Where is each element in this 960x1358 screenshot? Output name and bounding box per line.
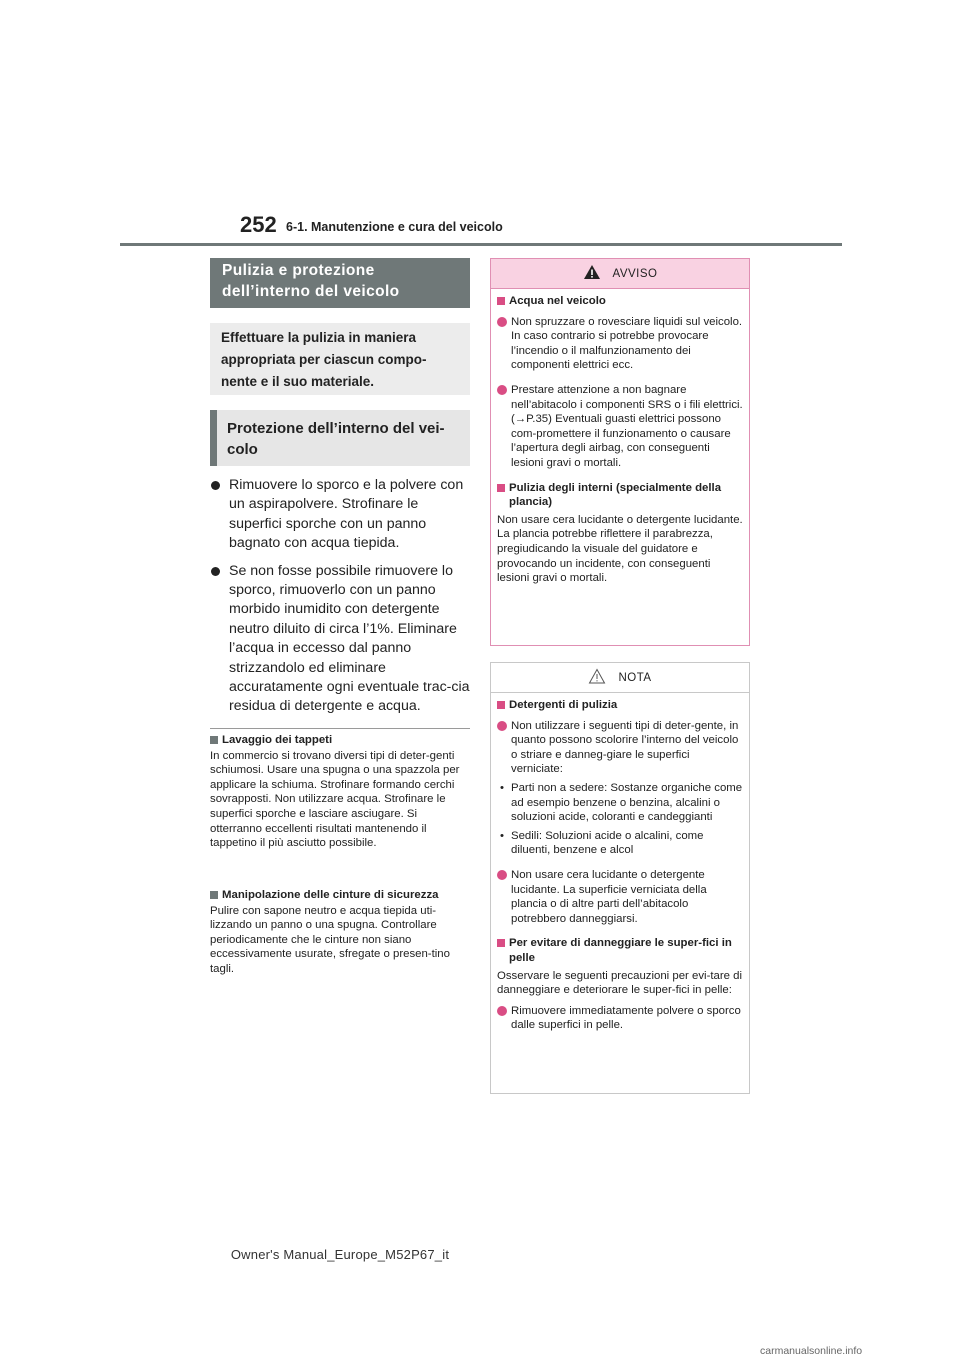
warning-title-dashboard: Pulizia degli interni (specialmente della plancia) (497, 481, 743, 510)
bullet-icon (211, 567, 220, 576)
square-bullet-icon (210, 891, 218, 899)
warning-header: AVVISO (491, 259, 749, 289)
warning-title-water: Acqua nel veicolo (497, 294, 743, 309)
footer (0, 1247, 960, 1262)
list-item: • Parti non a sedere: Sostanze organiche come ad esempio benzene o benzina, alcalini o soluzioni acide, coloranti e candeggianti (500, 781, 743, 824)
page-number: 252 (240, 212, 277, 237)
subsection-title: Protezione dell’interno del vei-colo (210, 410, 470, 466)
manual-name: Owner's Manual_Europe_M52P67_it (230, 1247, 450, 1262)
note-title-leather: Per evitare di danneggiare le super-fici in pelle (497, 936, 743, 965)
small-bullet-icon: • (500, 829, 504, 842)
circle-bullet-icon (497, 317, 507, 327)
note-leather-text: Osservare le seguenti precauzioni per evi-tare di danneggiare e deteriorare le super-fici in pelle: (497, 969, 743, 997)
section-title: Pulizia e protezione dell’interno del veicolo (210, 258, 470, 308)
list-item: Prestare attenzione a non bagnare nell’abitacolo i componenti SRS o i fili elettrici. (→P.35) Eventuali guasti elettrici possono com-promettere il funzionamento o causare l’apertura degli airbag, con conseguenti lesioni gravi o mortali. (497, 383, 743, 471)
list-item: Non utilizzare i seguenti tipi di deter-gente, in quanto possono scolorire l’interno del veicolo o striare e danneg-giare le superfici verniciate: (497, 719, 743, 777)
header-divider (120, 243, 842, 246)
warning-box (490, 258, 750, 646)
note-header: NOTA (491, 663, 749, 693)
list-item: Rimuovere immediatamente polvere o sporco dalle superfici in pelle. (497, 1004, 743, 1033)
circle-bullet-icon (497, 721, 507, 731)
divider (210, 728, 470, 729)
list-item: Non spruzzare o rovesciare liquidi sul veicolo. In caso contrario si potrebbe provocare l’incendio o il malfunzionamento dei componenti elettrici ecc. (497, 315, 743, 373)
list-item: Se non fosse possibile rimuovere lo sporco, rimuoverlo con un panno morbido inumidito con detergente neutro diluito di circa l’1%. Eliminare l’acqua in eccesso dal panno strizzandolo ed eliminare accuratamente ogni eventuale trac-cia residua di detergente e acqua. (210, 562, 472, 717)
warning-triangle-icon (583, 264, 601, 283)
list-item: Non usare cera lucidante o detergente lucidante. La superficie verniciata della plancia o di altre parti dell’abitacolo potrebbero danneggiarsi. (497, 868, 743, 926)
list-item: • Sedili: Soluzioni acide o alcalini, come diluenti, benzene e alcol (500, 829, 704, 857)
warning-dashboard-text: Non usare cera lucidante o detergente lucidante. La plancia potrebbe riflettere il parabrezza, pregiudicando la visuale del guidatore e provocando un incidente, con conseguenti lesioni gravi o mortali. (497, 513, 743, 585)
protection-list (210, 476, 472, 725)
watermark: carmanualsonline.info (760, 1345, 863, 1357)
bullet-icon (211, 481, 220, 490)
square-bullet-icon (497, 484, 505, 492)
circle-bullet-icon (497, 870, 507, 880)
square-bullet-icon (497, 297, 505, 305)
small-bullet-icon: • (500, 781, 504, 794)
note-title-cleaners: Detergenti di pulizia (497, 698, 743, 713)
note-box (490, 662, 750, 1094)
carpets-body: In commercio si trovano diversi tipi di deter-genti schiumosi. Usare una spugna o una spazzola per applicare la schiuma. Strofinare formando cerchi sovrapposti. Non utilizzare acqua. Strofinare le superfici sporche e lasciare asciugare. Si otterranno eccellenti risultati mantenendo il tappetino il più asciutto possibile. (210, 749, 460, 850)
square-bullet-icon (210, 736, 218, 744)
carpets-title: Lavaggio dei tappeti (210, 733, 472, 748)
circle-bullet-icon (497, 385, 507, 395)
square-bullet-icon (497, 939, 505, 947)
list-item: Rimuovere lo sporco e la polvere con un aspirapolvere. Strofinare le superfici sporche con un panno bagnato con acqua tiepida. (210, 476, 472, 554)
square-bullet-icon (497, 701, 505, 709)
caution-triangle-icon (588, 668, 606, 687)
belts-body: Pulire con sapone neutro e acqua tiepida uti-lizzando un panno o una spugna. Controllare periodicamente che le cinture non siano eccessivamente usurate, sfregate o presen-tino tagli. (210, 904, 450, 975)
chapter-title: 6-1. Manutenzione e cura del veicolo (286, 220, 503, 234)
carpets-section (210, 733, 472, 851)
belts-title: Manipolazione delle cinture di sicurezza (210, 888, 472, 903)
belts-section (210, 888, 472, 977)
intro-box: Effettuare la pulizia in maniera appropriata per ciascun compo-nente e il suo materiale. (210, 323, 470, 395)
circle-bullet-icon (497, 1006, 507, 1016)
